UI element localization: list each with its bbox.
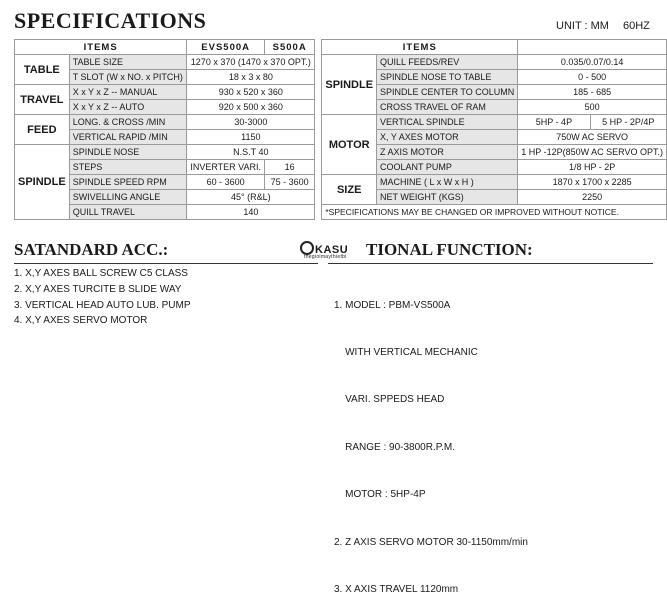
- spec-label: X x Y x Z -- MANUAL: [69, 85, 187, 100]
- spec-label: Z AXIS MOTOR: [377, 145, 518, 160]
- list-item: 4. X,Y AXES SERVO MOTOR: [14, 315, 148, 327]
- spec-value: 500: [518, 100, 667, 115]
- spec-value: 0.035/0.07/0.14: [518, 55, 667, 70]
- list-item: 1. MODEL : PBM-VS500A: [334, 299, 451, 311]
- category-size: SIZE: [322, 175, 377, 205]
- spec-value-b: 16: [265, 160, 315, 175]
- standard-underline: [14, 263, 318, 264]
- list-item: VARI. SPPEDS HEAD: [334, 394, 445, 406]
- spec-label: COOLANT PUMP: [377, 160, 518, 175]
- category-motor: MOTOR: [322, 115, 377, 175]
- unit-mm: UNIT : MM: [556, 20, 609, 32]
- category-travel: TRAVEL: [15, 85, 70, 115]
- list-item: 3. X AXIS TRAVEL 1120mm: [334, 583, 459, 595]
- standard-list: [14, 266, 191, 329]
- logo-tagline: thegioimaythietbi: [304, 254, 347, 260]
- logo-brand: KASU: [315, 244, 349, 256]
- spec-label: X, Y AXES MOTOR: [377, 130, 518, 145]
- spec-value: 1870 x 1700 x 2285: [518, 175, 667, 190]
- spec-value: 1270 x 370 (1470 x 370 OPT.): [187, 55, 315, 70]
- spec-label: SPINDLE CENTER TO COLUMN: [377, 85, 518, 100]
- spec-value: N.S.T 40: [187, 145, 315, 160]
- category-spindle-left: SPINDLE: [15, 145, 70, 220]
- spec-label: X x Y x Z -- AUTO: [69, 100, 187, 115]
- spec-label: NET WEIGHT (KGS): [377, 190, 518, 205]
- spec-value: 750W AC SERVO: [518, 130, 667, 145]
- category-feed: FEED: [15, 115, 70, 145]
- list-item: WITH VERTICAL MECHANIC: [334, 346, 478, 358]
- spec-label: T SLOT (W x NO. x PITCH): [69, 70, 187, 85]
- items-header-left: ITEMS: [15, 40, 187, 55]
- spec-value: 185 - 685: [518, 85, 667, 100]
- spec-label: SPINDLE NOSE TO TABLE: [377, 70, 518, 85]
- spec-label: TABLE SIZE: [69, 55, 187, 70]
- model-a-header: EVS500A: [187, 40, 265, 55]
- spec-label: QUILL FEEDS/REV: [377, 55, 518, 70]
- spec-label: SPINDLE SPEED RPM: [69, 175, 187, 190]
- spec-value: 140: [187, 205, 315, 220]
- spec-value: 920 x 500 x 360: [187, 100, 315, 115]
- category-table: TABLE: [15, 55, 70, 85]
- optional-list: [334, 266, 528, 614]
- model-b-header: S500A: [265, 40, 315, 55]
- spec-value: 30-3000: [187, 115, 315, 130]
- spec-label: VERTICAL RAPID /MIN: [69, 130, 187, 145]
- list-item: RANGE : 90-3800R.P.M.: [334, 441, 455, 453]
- unit-freq: 60HZ: [622, 20, 650, 32]
- spec-label: CROSS TRAVEL OF RAM: [377, 100, 518, 115]
- optional-underline: [328, 263, 653, 264]
- spec-label: LONG. & CROSS /MIN: [69, 115, 187, 130]
- spec-value-a: INVERTER VARI.: [187, 160, 265, 175]
- spec-table: [14, 39, 667, 220]
- unit-label: [556, 20, 650, 32]
- spec-value-a: 60 - 3600: [187, 175, 265, 190]
- spec-value-b: 75 - 3600: [265, 175, 315, 190]
- spec-value: 0 - 500: [518, 70, 667, 85]
- spec-label: STEPS: [69, 160, 187, 175]
- spec-label: VERTICAL SPINDLE: [377, 115, 518, 130]
- category-spindle-right: SPINDLE: [322, 55, 377, 115]
- kasu-logo: [300, 241, 348, 260]
- spec-value: 45° (R&L): [187, 190, 315, 205]
- standard-acc-title: SATANDARD ACC.:: [14, 240, 169, 259]
- spec-value-a: 5HP - 4P: [518, 115, 590, 130]
- list-item: 1. X,Y AXES BALL SCREW C5 CLASS: [14, 268, 188, 279]
- spec-value: 1150: [187, 130, 315, 145]
- spec-value: 18 x 3 x 80: [187, 70, 315, 85]
- spec-value: 1/8 HP - 2P: [518, 160, 667, 175]
- spec-label: QUILL TRAVEL: [69, 205, 187, 220]
- spec-value-b: 5 HP - 2P/4P: [590, 115, 666, 130]
- logo-ring-icon: [300, 241, 314, 255]
- spec-label: SWIVELLING ANGLE: [69, 190, 187, 205]
- spec-value: 1 HP -12P(850W AC SERVO OPT.): [518, 145, 667, 160]
- list-item: MOTOR : 5HP-4P: [334, 489, 426, 501]
- spec-note: *SPECIFICATIONS MAY BE CHANGED OR IMPROVED WITHOUT NOTICE.: [322, 205, 667, 220]
- list-item: 2. Z AXIS SERVO MOTOR 30-1150mm/min: [334, 536, 528, 548]
- spec-label: SPINDLE NOSE: [69, 145, 187, 160]
- spec-value: 2250: [518, 190, 667, 205]
- spec-label: MACHINE ( L x W x H ): [377, 175, 518, 190]
- items-header-right: ITEMS: [322, 40, 518, 55]
- optional-function-title: TIONAL FUNCTION:: [366, 240, 533, 259]
- list-item: 2. X,Y AXES TURCITE B SLIDE WAY: [14, 283, 182, 295]
- spec-value: 930 x 520 x 360: [187, 85, 315, 100]
- list-item: 3. VERTICAL HEAD AUTO LUB. PUMP: [14, 299, 191, 311]
- page-title: SPECIFICATIONS: [14, 8, 207, 33]
